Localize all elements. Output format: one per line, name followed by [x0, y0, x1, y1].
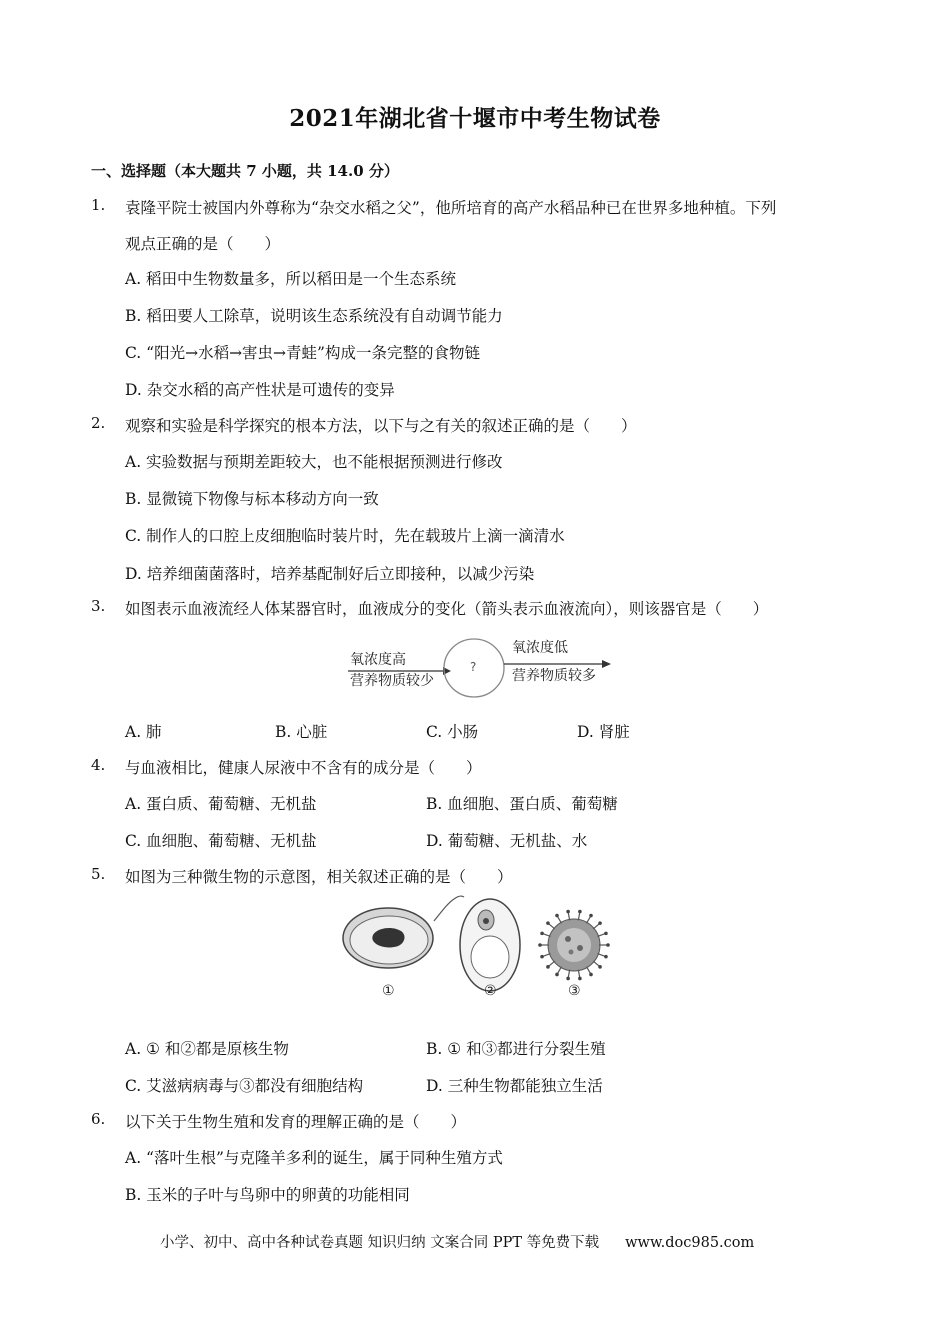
virus-spike-tip: [555, 973, 559, 977]
question-2-option-d: D. 培养细菌菌落时，培养基配制好后立即接种，以减少污染: [125, 565, 535, 583]
virus-spike-tip: [546, 921, 550, 925]
question-3-text: 如图表示血液流经人体某器官时，血液成分的变化（箭头表示血液流向），则该器官是（ ）: [125, 600, 769, 618]
outflow-arrowhead: [602, 660, 611, 668]
section-heading: 一、选择题（本大题共 7 小题，共 14.0 分）: [91, 162, 399, 180]
virus-spike: [587, 916, 591, 923]
label-bacterium: ①: [382, 983, 395, 999]
virus-spike-tip: [538, 943, 542, 947]
right-label-oxygen: 氧浓度低: [512, 640, 568, 656]
virus-spike-tip: [540, 955, 544, 959]
question-3-option-a: A. 肺: [125, 723, 162, 741]
virus-spike-tip: [566, 977, 570, 981]
virus-spike: [593, 961, 599, 966]
question-6-text: 以下关于生物生殖和发育的理解正确的是（ ）: [125, 1113, 467, 1131]
question-2-text: 观察和实验是科学探究的根本方法，以下与之有关的叙述正确的是（ ）: [125, 417, 637, 435]
yeast-illustration: [460, 899, 520, 991]
question-4-option-b: B. 血细胞、蛋白质、葡萄糖: [426, 795, 618, 813]
virus-spike: [558, 967, 562, 974]
question-3-option-b: B. 心脏: [275, 723, 328, 741]
virus-spike-tip: [546, 965, 550, 969]
virus-spike: [597, 934, 605, 937]
footer-text: 小学、初中、高中各种试卷真题 知识归纳 文案合同 PPT 等免费下载: [160, 1235, 600, 1251]
bacterium-illustration: [343, 896, 464, 968]
virus-spike: [593, 924, 599, 929]
question-2-option-c: C. 制作人的口腔上皮细胞临时装片时，先在载玻片上滴一滴清水: [125, 527, 565, 545]
organ-question-mark: ?: [470, 660, 477, 674]
question-2-number: 2.: [91, 414, 106, 432]
question-2-option-b: B. 显微镜下物像与标本移动方向一致: [125, 490, 379, 508]
virus-spike: [543, 934, 551, 937]
question-4-text: 与血液相比，健康人尿液中不含有的成分是（ ）: [125, 759, 482, 777]
virus-spike: [543, 954, 551, 957]
virus-spike-tip: [589, 973, 593, 977]
question-1-option-c: C. “阳光→水稻→害虫→青蛙”构成一条完整的食物链: [125, 344, 480, 362]
right-label-nutrients: 营养物质较多: [512, 668, 596, 684]
question-1-option-b: B. 稻田要人工除草，说明该生态系统没有自动调节能力: [125, 307, 503, 325]
question-1-text-line2: 观点正确的是（ ）: [125, 235, 281, 253]
question-5-option-b: B. ① 和③都进行分裂生殖: [426, 1040, 606, 1058]
footer-url[interactable]: www.doc985.com: [625, 1235, 755, 1251]
left-label-oxygen: 氧浓度高: [350, 652, 406, 668]
question-5-option-c: C. 艾滋病病毒与③都没有细胞结构: [125, 1077, 364, 1095]
virus-spike-tip: [555, 914, 559, 918]
virus-illustration: [538, 910, 610, 981]
question-6-number: 6.: [91, 1110, 106, 1128]
question-2-option-a: A. 实验数据与预期差距较大，也不能根据预测进行修改: [125, 453, 503, 471]
question-3-option-c: C. 小肠: [426, 723, 479, 741]
question-1-option-a: A. 稻田中生物数量多，所以稻田是一个生态系统: [125, 270, 457, 288]
virus-spike: [549, 961, 555, 966]
question-4-option-c: C. 血细胞、葡萄糖、无机盐: [125, 832, 317, 850]
virus-spike-tip: [604, 955, 608, 959]
virus-spike-tip: [540, 932, 544, 936]
page-footer: [160, 1231, 754, 1252]
question-6-option-b: B. 玉米的子叶与鸟卵中的卵黄的功能相同: [125, 1186, 410, 1204]
virus-spike-tip: [578, 977, 582, 981]
virus-spike: [587, 967, 591, 974]
question-5-text: 如图为三种微生物的示意图，相关叙述正确的是（ ）: [125, 868, 513, 886]
page-title: 2021年湖北省十堰市中考生物试卷: [289, 105, 661, 132]
question-5-option-a: A. ① 和②都是原核生物: [125, 1040, 289, 1058]
virus-spike-tip: [598, 921, 602, 925]
question-5-number: 5.: [91, 865, 106, 883]
question-3-option-d: D. 肾脏: [577, 723, 630, 741]
label-yeast: ②: [484, 983, 497, 999]
question-1-option-d: D. 杂交水稻的高产性状是可遗传的变异: [125, 381, 395, 399]
virus-spike-tip: [606, 943, 610, 947]
virus-spike: [597, 954, 605, 957]
question-4-option-d: D. 葡萄糖、无机盐、水: [426, 832, 588, 850]
question-4-option-a: A. 蛋白质、葡萄糖、无机盐: [125, 795, 317, 813]
left-label-nutrients: 营养物质较少: [350, 673, 434, 689]
question-6-option-a: A. “落叶生根”与克隆羊多利的诞生，属于同种生殖方式: [125, 1149, 503, 1167]
virus-spike-tip: [598, 965, 602, 969]
virus-spike-tip: [589, 914, 593, 918]
microorganisms-diagram: [338, 893, 618, 1008]
question-3-number: 3.: [91, 597, 106, 615]
virus-spike-tip: [566, 910, 570, 914]
virus-spike: [549, 924, 555, 929]
virus-spike: [558, 916, 562, 923]
blood-flow-diagram: [340, 630, 620, 705]
question-5-option-d: D. 三种生物都能独立生活: [426, 1077, 603, 1095]
question-1-number: 1.: [91, 196, 106, 214]
question-4-number: 4.: [91, 756, 106, 774]
question-1-text-line1: 袁隆平院士被国内外尊称为“杂交水稻之父”，他所培育的高产水稻品种已在世界多地种植。下列: [125, 199, 777, 217]
label-virus: ③: [568, 983, 581, 999]
virus-spike-tip: [604, 932, 608, 936]
virus-spike-tip: [578, 910, 582, 914]
